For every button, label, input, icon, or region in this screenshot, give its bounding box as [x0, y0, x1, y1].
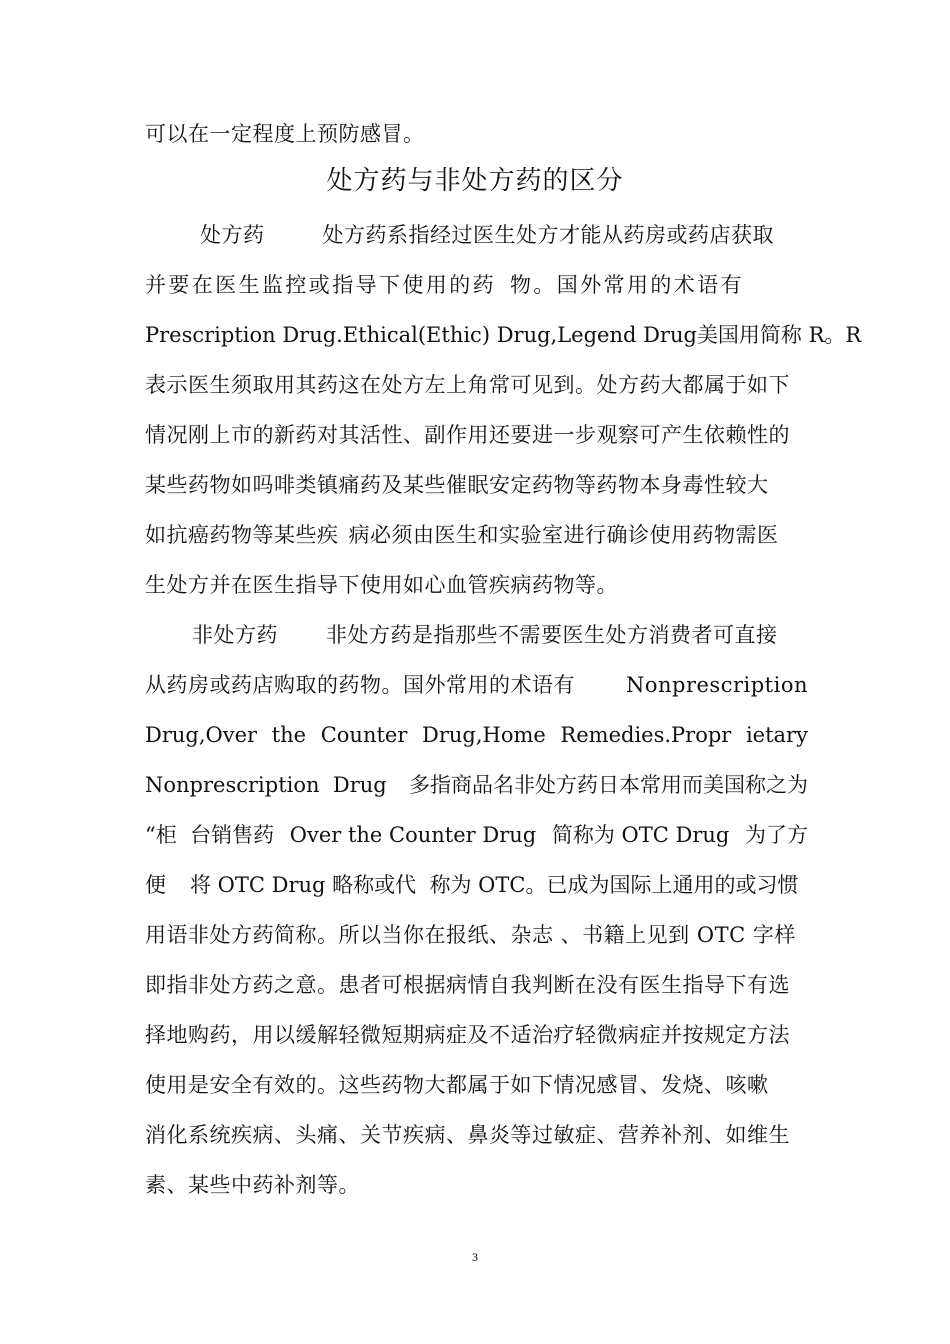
rx-line-8: 生处方并在医生指导下使用如心血管疾病药物等。: [145, 573, 618, 597]
page-title: 处方药与非处方药的区分: [326, 166, 624, 196]
rx-line-6: 某些药物如吗啡类镇痛药及某些催眠安定药物等药物本身毒性较大: [145, 473, 769, 497]
otc-line-4: Nonprescription Drug 多指商品名非处方药日本常用而美国称之为: [145, 773, 808, 797]
otc-line-9: 择地购药，用以缓解轻微短期病症及不适治疗轻微病症并按规定方法: [145, 1023, 790, 1047]
rx-line-5: 情况刚上市的新药对其活性、副作用还要进一步观察可产生依赖性的: [145, 423, 790, 447]
otc-line-7: 用语非处方药简称。所以当你在报纸、杂志 、书籍上见到 OTC 字样: [145, 923, 796, 947]
rx-label: 处方药: [200, 223, 265, 247]
otc-label: 非处方药: [192, 623, 278, 647]
rx-line-4: 表示医生须取用其药这在处方左上角常可见到。处方药大都属于如下: [145, 373, 790, 397]
intro-line: 可以在一定程度上预防感冒。: [145, 122, 425, 146]
rx-line-1: 处方药 处方药系指经过医生处方才能从药房或药店获取: [200, 223, 774, 247]
otc-line-11: 消化系统疾病、头痛、关节疾病、鼻炎等过敏症、营养补剂、如维生: [145, 1123, 790, 1147]
otc-line-2: 从药房或药店购取的药物。国外常用的术语有 Nonprescription: [145, 673, 808, 697]
rx-line-3: Prescription Drug.Ethical(Ethic) Drug,Legend Drug 美国用简称 R。R: [145, 323, 862, 347]
otc-line-10: 使用是安全有效的。这些药物大都属于如下情况感冒、发烧、咳嗽: [145, 1073, 769, 1097]
otc-line-5: “柜 台销售药 Over the Counter Drug 简称为 OTC Drug 为了方: [145, 823, 808, 847]
otc-line-6: 便 将 OTC Drug 略称或代 称为 OTC。已成为国际上通用的或习惯: [145, 873, 799, 897]
page-number: 3: [472, 1250, 478, 1264]
otc-line-12: 素、某些中药补剂等。: [145, 1173, 360, 1197]
otc-line-1: 非处方药 非处方药是指那些不需要医生处方消费者可直接: [192, 623, 778, 647]
otc-line-3: Drug,Over the Counter Drug,Home Remedies.Propr ietary: [145, 723, 808, 747]
otc-line-8: 即指非处方药之意。患者可根据病情自我判断在没有医生指导下有选: [145, 973, 790, 997]
rx-line-2: 并要在医生监控或指导下使用的药 物。国外常用的术语有: [145, 273, 744, 297]
rx-line-7: 如抗癌药物等某些疾 病必须由医生和实验室进行确诊使用药物需医: [145, 523, 779, 547]
